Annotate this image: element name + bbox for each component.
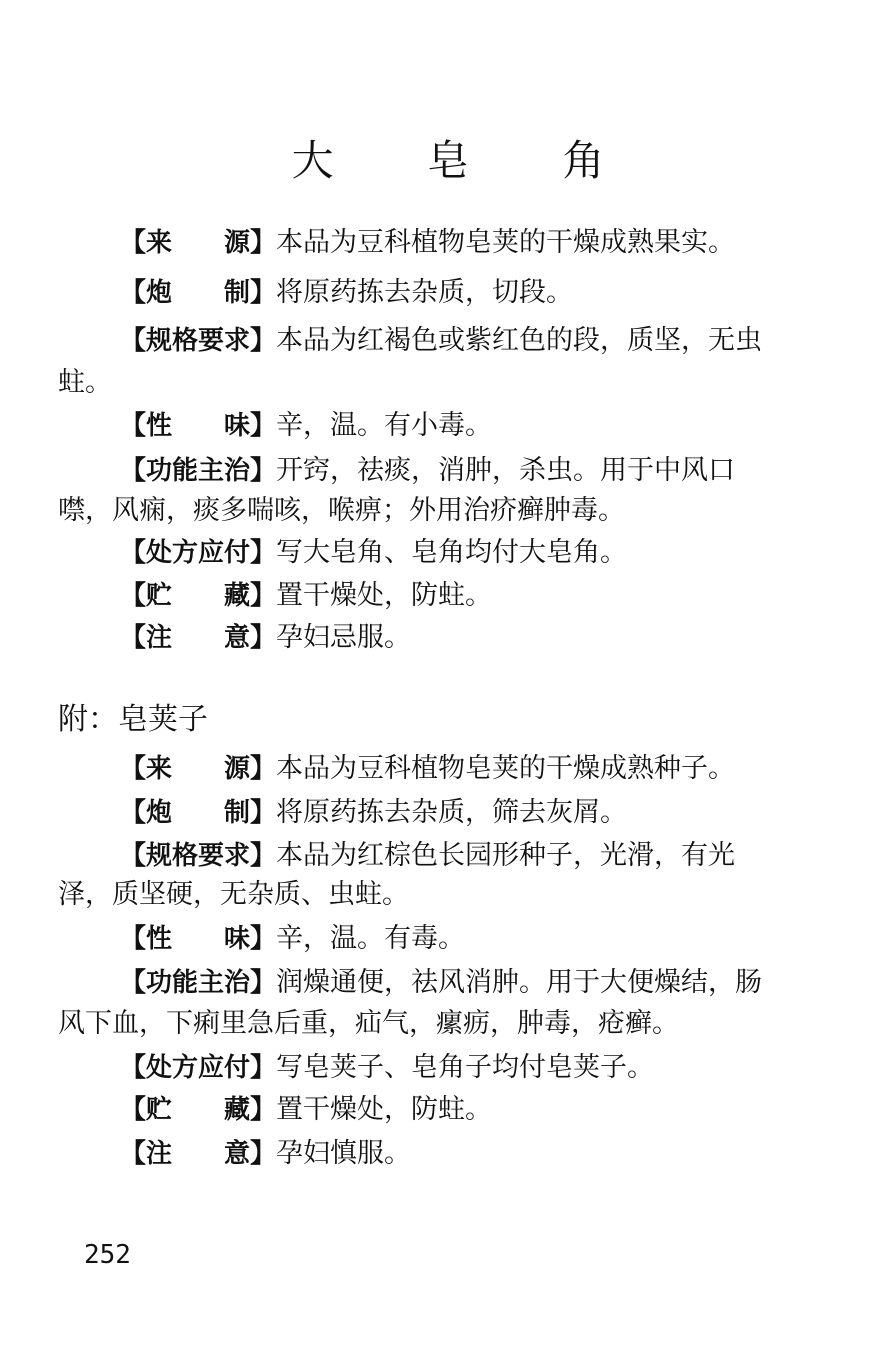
entry-source [58,222,880,264]
appendix-processing [58,792,880,834]
entry-tag: 【注 意】 [120,1139,277,1169]
entry-text: 本品为红棕色长园形种子，光滑，有光 [276,840,736,871]
entry-tag: 【性 味】 [120,924,277,954]
entry-tag: 【贮 藏】 [120,581,277,611]
entry-text: 写大皂角、皂角均付大皂角。 [276,537,628,568]
entry-tag: 【处方应付】 [120,538,277,568]
entry-specification-cont [58,362,818,403]
entry-tag: 【来 源】 [120,754,277,784]
entry-processing [58,272,880,314]
entry-text: 置干燥处，防蛀。 [276,580,493,611]
entry-tag: 【炮 制】 [120,278,277,308]
appendix-specification [58,835,880,877]
page-title: 大 皂 角 [291,136,645,185]
entry-text: 将原药拣去杂质，筛去灰屑。 [276,797,628,828]
entry-caution [58,617,880,659]
entry-nature-taste [58,405,880,447]
entry-text: 写皂荚子、皂角子均付皂荚子。 [276,1052,655,1083]
appendix-nature-taste [58,918,880,960]
entry-text: 本品为豆科植物皂荚的干燥成熟种子。 [276,753,736,784]
entry-text: 本品为红褐色或紫红色的段，质坚，无虫 [276,325,763,356]
entry-functions [58,450,880,492]
entry-tag: 【注 意】 [120,623,277,653]
entry-tag: 【贮 藏】 [120,1095,277,1125]
entry-text: 润燥通便，祛风消肿。用于大便燥结，肠 [276,967,763,998]
entry-text: 蛀。 [58,367,112,398]
entry-tag: 【炮 制】 [120,798,277,828]
appendix-storage [58,1089,880,1131]
entry-text: 开窍，祛痰，消肿，杀虫。用于中风口 [276,455,736,486]
entry-tag: 【性 味】 [120,411,277,441]
appendix-specification-cont [58,874,818,915]
entry-tag: 【规格要求】 [120,326,277,356]
appendix-source [58,748,880,790]
appendix-functions-cont [58,1003,818,1044]
appendix-title: 附：皂荚子 [58,702,208,737]
appendix-functions [58,962,880,1004]
page-number: 252 [84,1240,131,1270]
entry-text: 本品为豆科植物皂荚的干燥成熟果实。 [276,227,736,258]
entry-tag: 【功能主治】 [120,456,277,486]
entry-text: 将原药拣去杂质，切段。 [276,277,574,308]
entry-text: 辛，温。有毒。 [276,923,466,954]
entry-prescription [58,532,880,574]
entry-specification [58,320,880,362]
entry-text: 辛，温。有小毒。 [276,410,493,441]
entry-text: 置干燥处，防蛀。 [276,1094,493,1125]
appendix-caution [58,1133,880,1175]
entry-text: 风下血，下痢里急后重，疝气，瘰疬，肿毒，疮癣。 [58,1008,679,1039]
entry-tag: 【规格要求】 [120,841,277,871]
appendix-prescription [58,1047,880,1089]
entry-tag: 【处方应付】 [120,1053,277,1083]
entry-functions-cont [58,490,818,531]
entry-tag: 【来 源】 [120,228,277,258]
entry-text: 孕妇忌服。 [276,622,412,653]
entry-text: 泽，质坚硬，无杂质、虫蛀。 [58,879,409,910]
entry-text: 孕妇慎服。 [276,1138,412,1169]
entry-storage [58,575,880,617]
entry-tag: 【功能主治】 [120,968,277,998]
entry-text: 噤，风痫，痰多喘咳，喉痹；外用治疥癣肿毒。 [58,495,625,526]
